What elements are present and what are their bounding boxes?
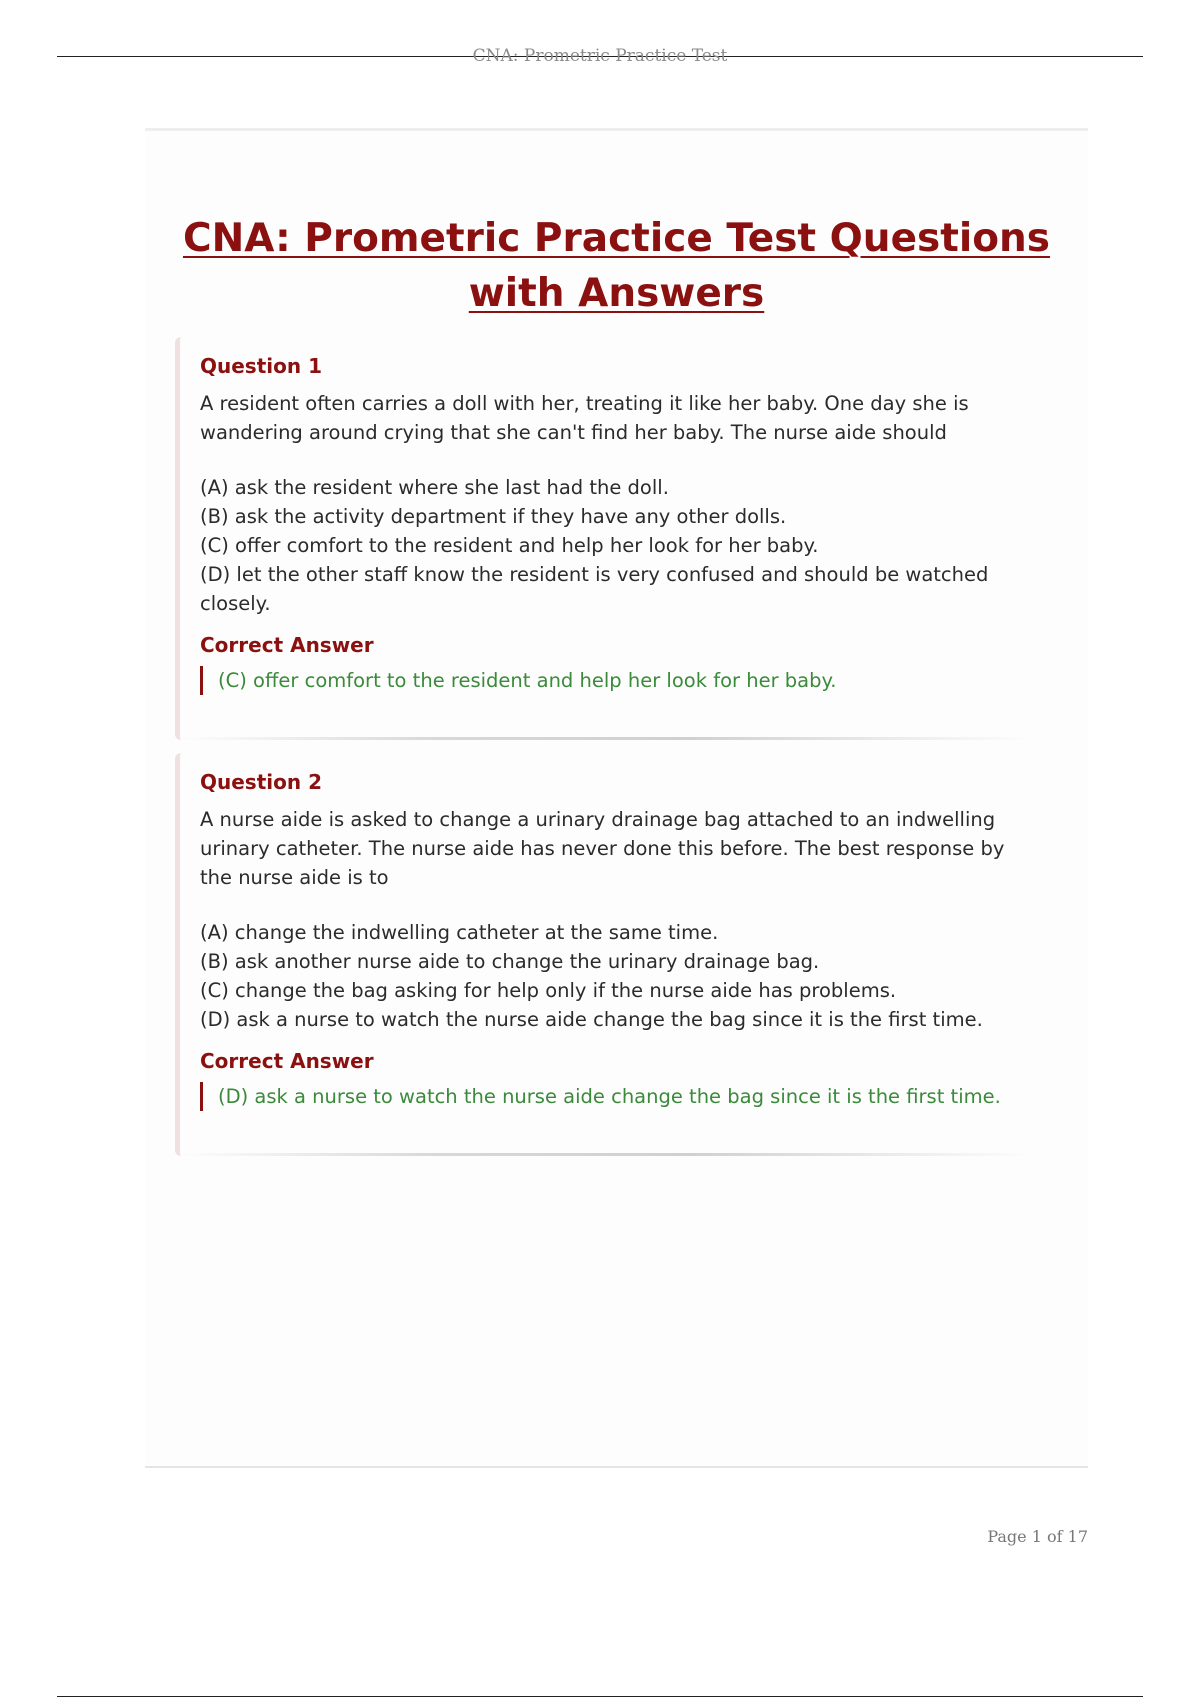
correct-answer-text: (D) ask a nurse to watch the nurse aide change the bag since it is the first time.: [200, 1082, 1048, 1111]
question-block-1: [175, 337, 1048, 740]
question-text: A nurse aide is asked to change a urinary drainage bag attached to an indwelling urinary catheter. The nurse aide has never done this before. The best response by the nurse aide is to: [200, 808, 1005, 889]
option-c: (C) offer comfort to the resident and help her look for her baby.: [200, 534, 819, 557]
page-number: Page 1 of 17: [987, 1527, 1088, 1546]
block-divider: [180, 737, 1030, 740]
option-d: (D) let the other staff know the resident is very confused and should be watched closely.: [200, 563, 989, 615]
content-card: [145, 128, 1088, 1468]
correct-answer-text: (C) offer comfort to the resident and help her look for her baby.: [200, 666, 1048, 695]
question-heading: Question 2: [200, 770, 322, 794]
block-divider: [180, 1153, 1030, 1156]
option-c: (C) change the bag asking for help only if the nurse aide has problems.: [200, 979, 897, 1002]
correct-answer-heading: Correct Answer: [200, 1049, 374, 1073]
option-a: (A) change the indwelling catheter at the same time.: [200, 921, 719, 944]
question-options: [200, 918, 1040, 1034]
option-d: (D) ask a nurse to watch the nurse aide change the bag since it is the first time.: [200, 1008, 983, 1031]
question-block-2: [175, 753, 1048, 1156]
question-options: [200, 473, 1040, 618]
option-b: (B) ask another nurse aide to change the urinary drainage bag.: [200, 950, 820, 973]
correct-answer-heading: Correct Answer: [200, 633, 374, 657]
document-title: CNA: Prometric Practice Test Questions with Answers: [182, 216, 1051, 316]
option-a: (A) ask the resident where she last had the doll.: [200, 476, 669, 499]
question-heading: Question 1: [200, 354, 322, 378]
footer-rule: [57, 1696, 1143, 1697]
running-header: CNA: Prometric Practice Test: [472, 46, 728, 66]
option-b: (B) ask the activity department if they have any other dolls.: [200, 505, 787, 528]
question-text: A resident often carries a doll with her, treating it like her baby. One day she is wandering around crying that she can't find her baby. The nurse aide should: [200, 392, 969, 444]
